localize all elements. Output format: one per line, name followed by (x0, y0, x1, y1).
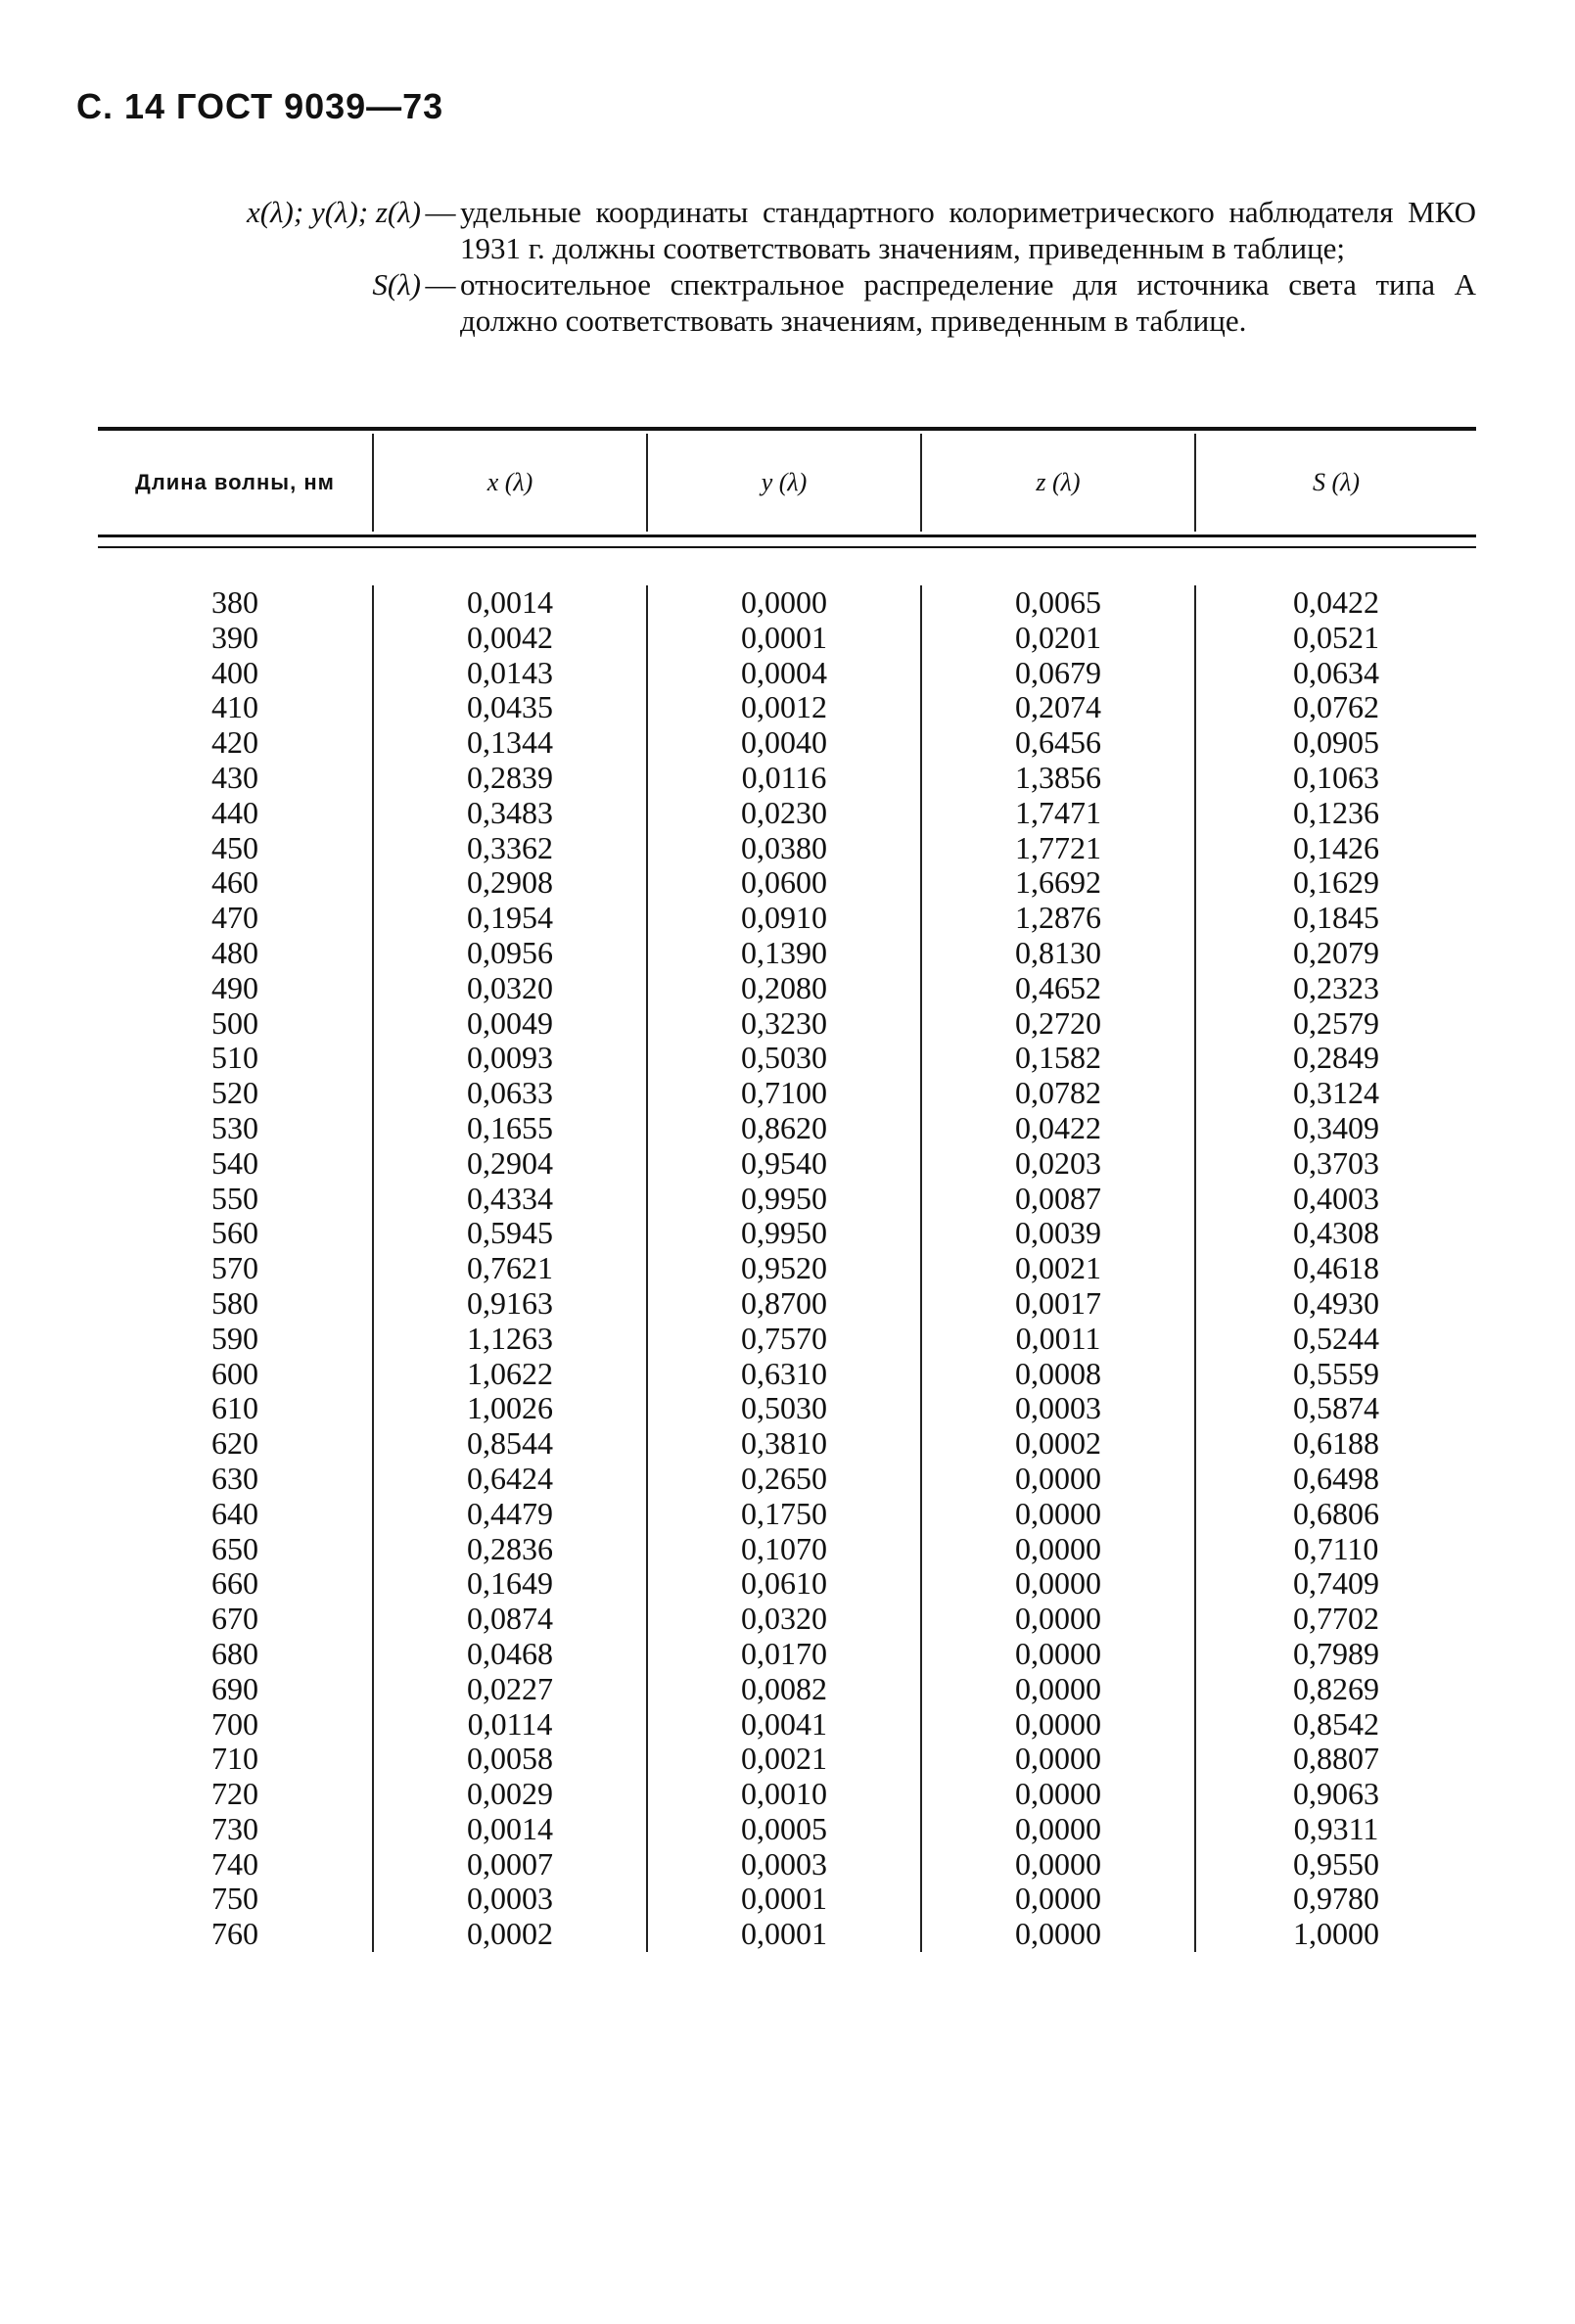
table-cell: 0,2839 (467, 759, 553, 795)
table-cell: 750 (211, 1881, 258, 1917)
table-cell: 0,7110 (1293, 1530, 1379, 1566)
table-cell: 0,2323 (1293, 969, 1379, 1005)
table-cell: 0,2849 (1293, 1040, 1379, 1076)
table-cell: 0,0010 (741, 1776, 827, 1812)
table-cell: 0,0000 (1015, 1916, 1101, 1952)
table-cell: 0,0011 (1015, 1320, 1101, 1356)
table-cell: 0,0049 (467, 1004, 553, 1041)
table-cell: 0,0007 (467, 1845, 553, 1882)
table-cell: 680 (211, 1635, 258, 1671)
table-cell: 0,0000 (1015, 1741, 1101, 1777)
table-cell: 0,0093 (467, 1040, 553, 1076)
table-cell: 0,0003 (741, 1845, 827, 1882)
table-cell: 0,1655 (467, 1109, 553, 1145)
table-cell: 0,0422 (1015, 1109, 1101, 1145)
table-cell: 0,0143 (467, 654, 553, 690)
table-cell: 0,0782 (1015, 1075, 1101, 1111)
table-header (98, 431, 1476, 535)
table-cell: 1,0000 (1293, 1916, 1379, 1952)
table-cell: 0,9063 (1293, 1776, 1379, 1812)
table-cell: 0,0005 (741, 1810, 827, 1846)
table-cell: 0,0000 (1015, 1845, 1101, 1882)
table-cell: 0,0000 (1015, 1495, 1101, 1531)
table-cell: 460 (211, 864, 258, 901)
table-cell: 550 (211, 1180, 258, 1216)
table-cell: 0,0008 (1015, 1355, 1101, 1391)
table-cell: 0,3483 (467, 794, 553, 830)
table-cell: 0,1649 (467, 1565, 553, 1602)
table-cell: 0,0000 (1015, 1705, 1101, 1742)
table-cell: 0,0017 (1015, 1284, 1101, 1321)
table-cell: 0,0014 (467, 1810, 553, 1846)
table-cell: 0,4930 (1293, 1284, 1379, 1321)
table-cell: 0,0000 (1015, 1460, 1101, 1496)
table-cell: 510 (211, 1040, 258, 1076)
table-cell: 0,1063 (1293, 759, 1379, 795)
table-cell: 0,0000 (1015, 1670, 1101, 1706)
table-cell: 0,6310 (741, 1355, 827, 1391)
table-cell: 0,7702 (1293, 1601, 1379, 1637)
table-cell: 0,0002 (1015, 1425, 1101, 1462)
table-cell: 0,1390 (741, 934, 827, 970)
table-cell: 0,0021 (1015, 1250, 1101, 1286)
definition-text-xyz: удельные координаты стандартного колориметрического наблюдателя МКО 1931 г. должны соответствовать значениям, приведенным в таблице; (460, 195, 1476, 265)
table-cell: 520 (211, 1075, 258, 1111)
table-cell: 0,7621 (467, 1250, 553, 1286)
table-cell: 0,8807 (1293, 1741, 1379, 1777)
table-cell: 0,6498 (1293, 1460, 1379, 1496)
table-cell: 480 (211, 934, 258, 970)
em-dash: — (425, 267, 456, 302)
table-cell: 0,2579 (1293, 1004, 1379, 1041)
table-cell: 0,2908 (467, 864, 553, 901)
table-cell: 0,2836 (467, 1530, 553, 1566)
definition-xyz (127, 194, 1476, 266)
table-cell: 0,0230 (741, 794, 827, 830)
table-cell: 0,1426 (1293, 829, 1379, 865)
table-cell: 390 (211, 619, 258, 655)
column-y-lambda (646, 585, 920, 1952)
table-cell: 410 (211, 689, 258, 725)
table-cell: 0,6188 (1293, 1425, 1379, 1462)
table-cell: 0,0002 (467, 1916, 553, 1952)
table-cell: 500 (211, 1004, 258, 1041)
table-cell: 0,0082 (741, 1670, 827, 1706)
table-cell: 0,1344 (467, 724, 553, 761)
table-cell: 0,4003 (1293, 1180, 1379, 1216)
table-cell: 0,1582 (1015, 1040, 1101, 1076)
table-cell: 1,6692 (1015, 864, 1101, 901)
header-s-lambda: S (λ) (1194, 434, 1476, 532)
table-cell: 0,4652 (1015, 969, 1101, 1005)
header-y-lambda: y (λ) (646, 434, 920, 532)
table-cell: 0,5030 (741, 1040, 827, 1076)
table-cell: 560 (211, 1215, 258, 1251)
table-cell: 0,8544 (467, 1425, 553, 1462)
table-cell: 0,0003 (1015, 1390, 1101, 1426)
table-cell: 600 (211, 1355, 258, 1391)
table-cell: 0,2079 (1293, 934, 1379, 970)
table-cell: 0,1236 (1293, 794, 1379, 830)
table-cell: 0,0600 (741, 864, 827, 901)
table-cell: 0,8620 (741, 1109, 827, 1145)
table-cell: 0,0679 (1015, 654, 1101, 690)
definition-s (127, 266, 1476, 339)
table-cell: 0,8542 (1293, 1705, 1379, 1742)
table-cell: 740 (211, 1845, 258, 1882)
table-cell: 0,9950 (741, 1215, 827, 1251)
table-cell: 0,6424 (467, 1460, 553, 1496)
table-cell: 640 (211, 1495, 258, 1531)
table-cell: 0,1750 (741, 1495, 827, 1531)
table-cell: 0,0116 (741, 759, 827, 795)
table-cell: 610 (211, 1390, 258, 1426)
data-table (98, 427, 1476, 2017)
table-cell: 0,0201 (1015, 619, 1101, 655)
table-cell: 0,3409 (1293, 1109, 1379, 1145)
column-wavelength (98, 585, 372, 1952)
table-cell: 670 (211, 1601, 258, 1637)
table-cell: 0,9950 (741, 1180, 827, 1216)
table-cell: 0,8130 (1015, 934, 1101, 970)
table-cell: 490 (211, 969, 258, 1005)
table-cell: 620 (211, 1425, 258, 1462)
table-cell: 0,9780 (1293, 1881, 1379, 1917)
table-cell: 1,3856 (1015, 759, 1101, 795)
table-cell: 0,3124 (1293, 1075, 1379, 1111)
table-cell: 0,2650 (741, 1460, 827, 1496)
table-cell: 0,2080 (741, 969, 827, 1005)
table-cell: 0,0610 (741, 1565, 827, 1602)
table-cell: 0,0029 (467, 1776, 553, 1812)
table-cell: 0,0000 (1015, 1565, 1101, 1602)
table-cell: 630 (211, 1460, 258, 1496)
table-cell: 1,7721 (1015, 829, 1101, 865)
table-cell: 0,1629 (1293, 864, 1379, 901)
header-x-lambda: x (λ) (372, 434, 646, 532)
table-cell: 700 (211, 1705, 258, 1742)
table-cell: 0,0001 (741, 1881, 827, 1917)
table-cell: 710 (211, 1741, 258, 1777)
table-cell: 0,0227 (467, 1670, 553, 1706)
table-cell: 690 (211, 1670, 258, 1706)
table-cell: 0,0003 (467, 1881, 553, 1917)
table-cell: 570 (211, 1250, 258, 1286)
table-cell: 0,0001 (741, 619, 827, 655)
table-cell: 0,7100 (741, 1075, 827, 1111)
table-cell: 1,0026 (467, 1390, 553, 1426)
table-cell: 0,0910 (741, 900, 827, 936)
column-s-lambda (1194, 585, 1476, 1952)
table-cell: 0,4334 (467, 1180, 553, 1216)
table-cell: 590 (211, 1320, 258, 1356)
table-cell: 0,3810 (741, 1425, 827, 1462)
table-cell: 470 (211, 900, 258, 936)
definitions (127, 194, 1476, 339)
table-cell: 0,0435 (467, 689, 553, 725)
table-cell: 380 (211, 584, 258, 620)
table-cell: 0,0956 (467, 934, 553, 970)
em-dash: — (425, 195, 456, 229)
table-cell: 0,5030 (741, 1390, 827, 1426)
page-header: С. 14 ГОСТ 9039—73 (76, 86, 444, 126)
table-cell: 0,0762 (1293, 689, 1379, 725)
table-cell: 0,0521 (1293, 619, 1379, 655)
table-cell: 0,0468 (467, 1635, 553, 1671)
table-cell: 0,4618 (1293, 1250, 1379, 1286)
table-cell: 0,6806 (1293, 1495, 1379, 1531)
table-cell: 530 (211, 1109, 258, 1145)
table-cell: 0,2904 (467, 1144, 553, 1181)
table-cell: 0,9550 (1293, 1845, 1379, 1882)
table-cell: 0,4479 (467, 1495, 553, 1531)
table-cell: 0,0065 (1015, 584, 1101, 620)
table-cell: 0,0633 (467, 1075, 553, 1111)
table-cell: 0,0014 (467, 584, 553, 620)
table-cell: 0,0634 (1293, 654, 1379, 690)
table-cell: 1,7471 (1015, 794, 1101, 830)
table-cell: 0,9311 (1293, 1810, 1379, 1846)
column-x-lambda (372, 585, 646, 1952)
table-cell: 0,0874 (467, 1601, 553, 1637)
table-cell: 450 (211, 829, 258, 865)
header-wavelength: Длина волны, нм (135, 470, 335, 494)
table-cell: 1,2876 (1015, 900, 1101, 936)
definition-symbol-s: S(λ) (372, 267, 421, 302)
table-cell: 0,9520 (741, 1250, 827, 1286)
table-cell: 0,3230 (741, 1004, 827, 1041)
definition-symbol-xyz: x(λ); y(λ); z(λ) (247, 195, 421, 229)
table-cell: 0,0004 (741, 654, 827, 690)
table-body (98, 548, 1476, 2017)
table-cell: 0,0058 (467, 1741, 553, 1777)
table-cell: 720 (211, 1776, 258, 1812)
table-cell: 660 (211, 1565, 258, 1602)
table-cell: 0,9163 (467, 1284, 553, 1321)
table-cell: 0,0012 (741, 689, 827, 725)
table-cell: 0,0380 (741, 829, 827, 865)
table-cell: 0,9540 (741, 1144, 827, 1181)
table-cell: 0,5945 (467, 1215, 553, 1251)
table-cell: 0,0000 (1015, 1530, 1101, 1566)
table-cell: 0,0039 (1015, 1215, 1101, 1251)
table-cell: 0,0041 (741, 1705, 827, 1742)
table-cell: 0,3362 (467, 829, 553, 865)
table-cell: 0,0170 (741, 1635, 827, 1671)
table-cell: 0,2074 (1015, 689, 1101, 725)
definition-text-s: относительное спектральное распределение для источника света типа А должно соответствовать значениям, приведенным в таблице. (460, 267, 1476, 338)
table-cell: 0,0001 (741, 1916, 827, 1952)
table-cell: 0,3703 (1293, 1144, 1379, 1181)
table-cell: 0,0203 (1015, 1144, 1101, 1181)
table-cell: 0,0905 (1293, 724, 1379, 761)
table-cell: 1,1263 (467, 1320, 553, 1356)
table-cell: 760 (211, 1916, 258, 1952)
table-header-double-rule (98, 535, 1476, 548)
table-cell: 0,0040 (741, 724, 827, 761)
table-cell: 0,0000 (1015, 1635, 1101, 1671)
table-cell: 0,5874 (1293, 1390, 1379, 1426)
table-cell: 0,7989 (1293, 1635, 1379, 1671)
table-cell: 730 (211, 1810, 258, 1846)
table-cell: 0,8269 (1293, 1670, 1379, 1706)
table-cell: 0,1070 (741, 1530, 827, 1566)
table-cell: 1,0622 (467, 1355, 553, 1391)
table-cell: 440 (211, 794, 258, 830)
table-cell: 0,0000 (741, 584, 827, 620)
header-z-lambda: z (λ) (920, 434, 1194, 532)
table-cell: 0,7570 (741, 1320, 827, 1356)
table-cell: 0,0000 (1015, 1776, 1101, 1812)
column-z-lambda (920, 585, 1194, 1952)
table-cell: 0,0000 (1015, 1881, 1101, 1917)
table-cell: 0,4308 (1293, 1215, 1379, 1251)
table-cell: 0,0320 (467, 969, 553, 1005)
table-cell: 0,0000 (1015, 1601, 1101, 1637)
table-cell: 0,1954 (467, 900, 553, 936)
table-cell: 0,0042 (467, 619, 553, 655)
table-cell: 0,5559 (1293, 1355, 1379, 1391)
table-cell: 0,8700 (741, 1284, 827, 1321)
table-cell: 400 (211, 654, 258, 690)
table-cell: 0,0000 (1015, 1810, 1101, 1846)
table-cell: 0,2720 (1015, 1004, 1101, 1041)
table-cell: 0,1845 (1293, 900, 1379, 936)
table-cell: 0,0021 (741, 1741, 827, 1777)
table-cell: 0,7409 (1293, 1565, 1379, 1602)
table-cell: 650 (211, 1530, 258, 1566)
table-cell: 580 (211, 1284, 258, 1321)
table-cell: 0,6456 (1015, 724, 1101, 761)
table-cell: 0,5244 (1293, 1320, 1379, 1356)
table-cell: 0,0114 (467, 1705, 553, 1742)
table-cell: 0,0087 (1015, 1180, 1101, 1216)
table-cell: 0,0320 (741, 1601, 827, 1637)
table-cell: 540 (211, 1144, 258, 1181)
table-cell: 420 (211, 724, 258, 761)
table-cell: 0,0422 (1293, 584, 1379, 620)
table-cell: 430 (211, 759, 258, 795)
